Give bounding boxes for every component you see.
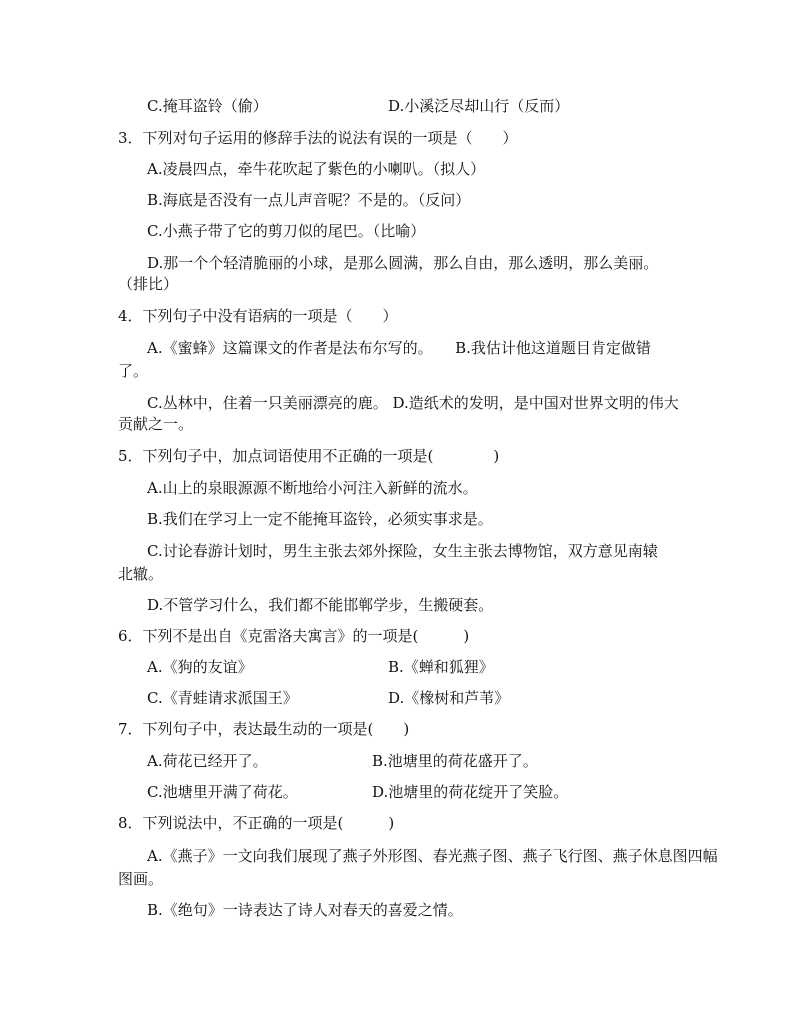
q4-options-cd-cont: 贡献之一。	[118, 415, 194, 433]
question-7: 7．下列句子中，表达最生动的一项是( )	[118, 720, 410, 738]
question-8: 8．下列说法中，不正确的一项是( )	[118, 814, 395, 832]
q7-option-c: C.池塘里开满了荷花。	[147, 783, 298, 801]
q5-option-d: D.不管学习什么，我们都不能邯郸学步，生搬硬套。	[147, 596, 494, 614]
q4-options-ab-cont: 了。	[118, 362, 149, 380]
q3-option-b: B.海底是否没有一点儿声音呢？不是的。（反问）	[147, 191, 471, 209]
q7-option-d: D.池塘里的荷花绽开了笑脸。	[372, 783, 569, 801]
q6-option-b: B.《蝉和狐狸》	[388, 658, 494, 676]
q7-option-b: B.池塘里的荷花盛开了。	[372, 752, 538, 770]
q5-option-c: C.讨论春游计划时，男生主张去郊外探险，女生主张去博物馆，双方意见南辕	[147, 542, 658, 560]
q6-option-a: A.《狗的友谊》	[147, 658, 253, 676]
q5-option-b: B.我们在学习上一定不能掩耳盗铃，必须实事求是。	[147, 510, 493, 528]
q5-option-a: A.山上的泉眼源源不断地给小河注入新鲜的流水。	[147, 479, 478, 497]
q6-option-c: C.《青蛙请求派国王》	[147, 689, 298, 707]
q8-option-a-cont: 图画。	[118, 870, 164, 888]
q4-options-ab: A.《蜜蜂》这篇课文的作者是法布尔写的。 B.我估计他这道题目肯定做错	[147, 339, 651, 357]
q4-options-cd: C.丛林中，住着一只美丽漂亮的鹿。 D.造纸术的发明，是中国对世界文明的伟大	[147, 394, 679, 412]
q3-option-d-cont: （排比）	[118, 275, 179, 293]
question-6: 6．下列不是出自《克雷洛夫寓言》的一项是( )	[118, 627, 470, 645]
q6-option-d: D.《橡树和芦苇》	[388, 689, 510, 707]
question-3: 3．下列对句子运用的修辞手法的说法有误的一项是（ ）	[118, 129, 518, 147]
q2-option-c: C.掩耳盗铃（偷）	[147, 97, 268, 115]
q2-option-d: D.小溪泛尽却山行（反而）	[388, 97, 570, 115]
q3-option-d: D.那一个个轻清脆丽的小球，是那么圆满，那么自由，那么透明，那么美丽。	[147, 254, 659, 272]
q8-option-a: A.《燕子》一文向我们展现了燕子外形图、春光燕子图、燕子飞行图、燕子休息图四幅	[147, 847, 718, 865]
question-4: 4．下列句子中没有语病的一项是（ ）	[118, 307, 398, 325]
q5-option-c-cont: 北辙。	[118, 565, 164, 583]
q3-option-a: A.凌晨四点，牵牛花吹起了紫色的小喇叭。（拟人）	[147, 160, 486, 178]
q7-option-a: A.荷花已经开了。	[147, 752, 268, 770]
question-5: 5．下列句子中，加点词语使用不正确的一项是( )	[118, 447, 500, 465]
q8-option-b: B.《绝句》一诗表达了诗人对春天的喜爱之情。	[147, 901, 463, 919]
q3-option-c: C.小燕子带了它的剪刀似的尾巴。（比喻）	[147, 222, 426, 240]
